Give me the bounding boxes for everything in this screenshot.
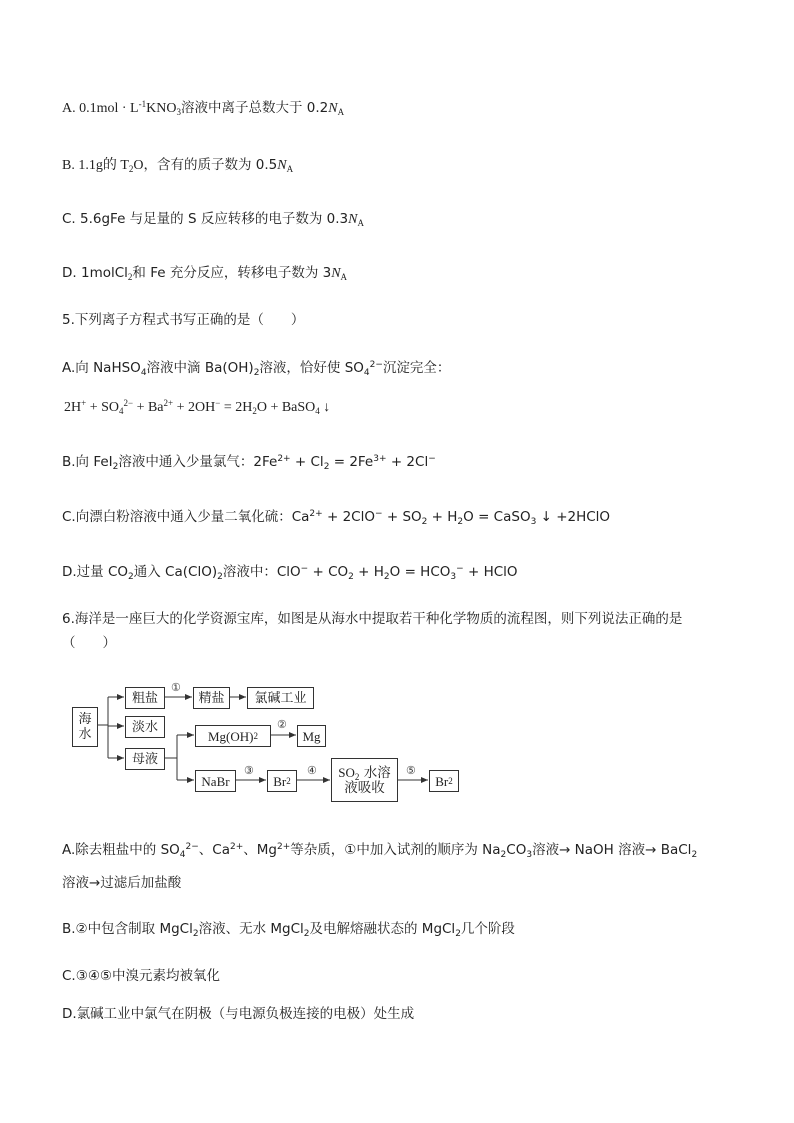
step-5-label: ⑤ bbox=[406, 765, 416, 777]
q4-option-b[interactable]: B. 1.1g的 $T_2O$，含有的质子数为 $0.5N_A$ bbox=[62, 157, 294, 174]
q5-equation-a: $2H^+ + SO_4^{2-} + Ba^{2+} + 2OH^- = 2H_2O$ + BaSO$_4$ ↓ bbox=[64, 398, 331, 416]
q6-option-c[interactable]: C.③④⑤中溴元素均被氧化 bbox=[62, 968, 221, 984]
step-4-label: ④ bbox=[307, 765, 317, 777]
q4-option-c[interactable]: C. 5.6gFe 与足量的 S 反应转移的电子数为 $0.3N_A$ bbox=[62, 211, 364, 228]
crude-salt-box: 粗盐 bbox=[125, 687, 165, 709]
q5-stem: 5.下列离子方程式书写正确的是（ ） bbox=[62, 312, 305, 328]
q6-option-a[interactable]: A.除去粗盐中的 $SO_4^{2-}$、$Ca^{2+}$、$Mg^{2+}$等杂质，①中加入试剂的顺序为 $Na_2CO_3$溶液→ NaOH 溶液→ BaCl$_2$ bbox=[62, 842, 698, 860]
seawater-box: 海 水 bbox=[72, 707, 98, 747]
q6-option-b[interactable]: B.②中包含制取 MgCl$_2$溶液、无水 MgCl$_2$及电解熔融状态的 MgCl$_2$几个阶段 bbox=[62, 921, 515, 939]
q5-option-b[interactable]: B.向 FeI$_2$溶液中通入少量氯气：$2Fe^{2+} + Cl_2 = 2Fe^{3+} + 2Cl^-$ bbox=[62, 454, 436, 472]
q6-option-a-line2: 溶液→过滤后加盐酸 bbox=[62, 875, 182, 891]
nabr-box: NaBr bbox=[195, 770, 236, 792]
q6-option-d[interactable]: D.氯碱工业中氯气在阴极（与电源负极连接的电极）处生成 bbox=[62, 1006, 415, 1022]
br2-box-1: Br 2 bbox=[267, 770, 297, 792]
so2-absorption-box: $SO_2$ 水溶 液吸收 bbox=[331, 758, 398, 802]
mother-liquor-box: 母液 bbox=[125, 748, 165, 770]
step-2-label: ② bbox=[277, 719, 287, 731]
q4-option-d[interactable]: D. 1molCl$_2$和 Fe 充分反应，转移电子数为 $3N_A$ bbox=[62, 265, 348, 282]
step-3-label: ③ bbox=[244, 765, 254, 777]
refined-salt-box: 精盐 bbox=[193, 687, 230, 709]
q5-option-a[interactable]: A.向 NaHSO$_4$溶液中滴 $Ba(OH)_2$溶液，恰好使 $SO_4^{2-}$沉淀完全： bbox=[62, 360, 451, 378]
q5-option-c[interactable]: C.向漂白粉溶液中通入少量二氧化硫：$Ca^{2+} + 2ClO^- + SO_2 + H_2O$ = CaSO$_3$ ↓ +2HClO bbox=[62, 509, 611, 527]
step-1-label: ① bbox=[171, 682, 181, 694]
mgoh2-box: Mg(OH) 2 bbox=[195, 725, 271, 747]
q6-stem-line1: 6.海洋是一座巨大的化学资源宝库，如图是从海水中提取若干种化学物质的流程图，则下列说法正确的是 bbox=[62, 611, 683, 627]
chlor-alkali-box: 氯碱工业 bbox=[247, 687, 314, 709]
q6-stem-line2: （ ） bbox=[62, 635, 116, 651]
fresh-water-box: 淡水 bbox=[125, 716, 165, 738]
q4-option-a[interactable]: A. $0.1mol \cdot L^{-1}KNO_3$溶液中离子总数大于 $0.2N_A$ bbox=[62, 99, 345, 117]
mg-box: Mg bbox=[297, 725, 326, 747]
br2-box-2: Br 2 bbox=[429, 770, 459, 792]
q5-option-d[interactable]: D.过量 $CO_2$通入 $Ca(ClO)_2$溶液中：$ClO^- + CO_2 + H_2O = HCO_3^-$ + HClO bbox=[62, 564, 518, 582]
